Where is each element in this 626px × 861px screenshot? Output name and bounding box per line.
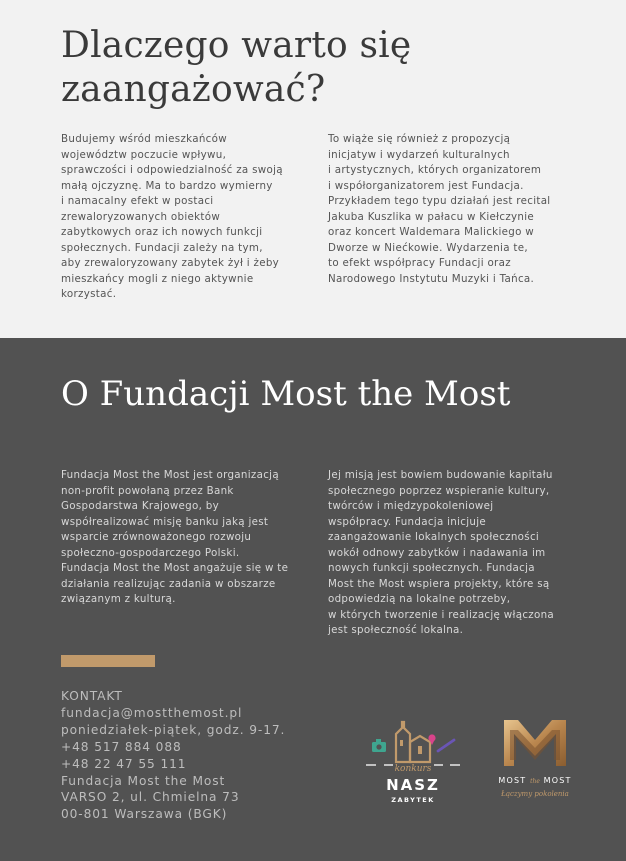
text-line: to efekt współpracy Fundacji oraz [328, 257, 511, 269]
contact-address: VARSO 2, ul. Chmielna 73 [61, 790, 240, 805]
text-line: wsparcie zrównoważonego rozwoju [61, 531, 252, 543]
text-line: i współorganizatorem jest Fundacja. [328, 179, 524, 192]
text-line: Most the Most wspiera projekty, które są [328, 577, 550, 590]
text-line: społecznego poprzez wspieranie kultury, [328, 484, 550, 497]
text-line: współrealizować misję banku jaką jest [61, 515, 269, 528]
about-left-paragraph [61, 468, 301, 608]
text-line: zrewaloryzowanych obiektów [61, 210, 221, 223]
text-line: Budujemy wśród mieszkańców [61, 133, 227, 145]
text-line: oraz koncert Waldemara Malickiego w [328, 226, 534, 238]
text-line: województw poczucie wpływu, [61, 148, 227, 161]
mm-word-left: MOST [498, 776, 527, 785]
text-line: To wiąże się również z propozycją [328, 133, 511, 145]
text-line: nowych funkcji społecznych. Fundacja [328, 562, 535, 574]
text-line: społeczno-gospodarczego Polski. [61, 546, 240, 559]
text-line: aby zrewaloryzowany zabytek żył i żeby [61, 257, 280, 269]
most-the-most-logo [488, 716, 582, 808]
text-line: małą ojczyznę. Ma to bardzo wymierny [61, 179, 273, 192]
text-line: i artystycznych, których organizatorem [328, 164, 542, 176]
text-line: zabytkowych oraz ich nowych funkcji [61, 226, 263, 238]
about-right-paragraph [328, 468, 568, 639]
text-line: inicjatyw i wydarzeń kulturalnych [328, 148, 510, 161]
nasz-word-text: NASZ [386, 776, 440, 794]
why-title-line: zaangażować? [61, 69, 326, 110]
text-line: zaangażowanie lokalnych społeczności [328, 531, 540, 543]
text-line: Fundacja Most the Most jest organizacją [61, 469, 279, 481]
text-line: współpracy. Fundacja inicjuje [328, 515, 487, 528]
contact-postal: 00-801 Warszawa (BGK) [61, 807, 228, 822]
mm-wordmark [488, 776, 582, 785]
mm-tagline: Łączymy pokolenia [501, 790, 569, 798]
text-line: sprawczości i odpowiedzialność za swoją [61, 164, 283, 176]
contact-email-link[interactable]: fundacja@mostthemost.pl [61, 705, 243, 720]
contact-block [61, 688, 321, 823]
nasz-script-text: konkurs [394, 764, 432, 774]
nasz-sub-text: ZABYTEK [391, 796, 435, 804]
why-title [61, 24, 581, 112]
text-line: i namacalny efekt w postaci [61, 195, 214, 207]
text-line: non-profit powołaną przez Bank [61, 484, 234, 497]
contact-phone-link[interactable]: +48 517 884 088 [61, 739, 182, 754]
mm-word-right: MOST [543, 776, 572, 785]
text-line: Przykładem tego typu działań jest recital [328, 195, 551, 207]
text-line: Narodowego Instytutu Muzyki i Tańca. [328, 272, 535, 285]
mm-monogram-icon [488, 716, 582, 774]
why-right-paragraph [328, 132, 568, 287]
why-title-line: Dlaczego warto się [61, 25, 412, 66]
why-left-paragraph [61, 132, 301, 303]
text-line: w których tworzenie i realizację włączona [328, 608, 555, 621]
accent-divider [61, 655, 155, 667]
nasz-zabytek-logo [356, 718, 468, 813]
text-line: twórców i międzypokoleniowej [328, 500, 494, 512]
contact-heading: KONTAKT [61, 689, 123, 703]
text-line: związanym z kulturą. [61, 593, 176, 605]
text-line: odpowiedzią na lokalne potrzeby, [328, 593, 511, 605]
about-title: O Fundacji Most the Most [61, 374, 511, 414]
text-line: jest społeczność lokalna. [328, 624, 464, 636]
mm-word-mid: the [530, 778, 540, 785]
text-line: działania realizując zadania w obszarze [61, 577, 276, 590]
text-line: Gospodarstwa Krajowego, by [61, 500, 219, 512]
text-line: mieszkańcy mogli z niego aktywnie [61, 272, 254, 285]
contact-hours: poniedziałek-piątek, godz. 9-17. [61, 722, 286, 737]
text-line: Jakuba Kuszlika w pałacu w Kiełczynie [328, 210, 535, 223]
text-line: Dworze w Niećkowie. Wydarzenia te, [328, 241, 528, 254]
text-line: społecznych. Fundacji zależy na tym, [61, 241, 263, 254]
contact-phone-link[interactable]: +48 22 47 55 111 [61, 756, 187, 771]
contact-org-name: Fundacja Most the Most [61, 773, 226, 788]
text-line: Jej misją jest bowiem budowanie kapitału [328, 469, 553, 481]
text-line: korzystać. [61, 288, 117, 300]
text-line: wokół odnowy zabytków i nadawania im [328, 546, 546, 559]
text-line: Fundacja Most the Most angażuje się w te [61, 562, 289, 574]
